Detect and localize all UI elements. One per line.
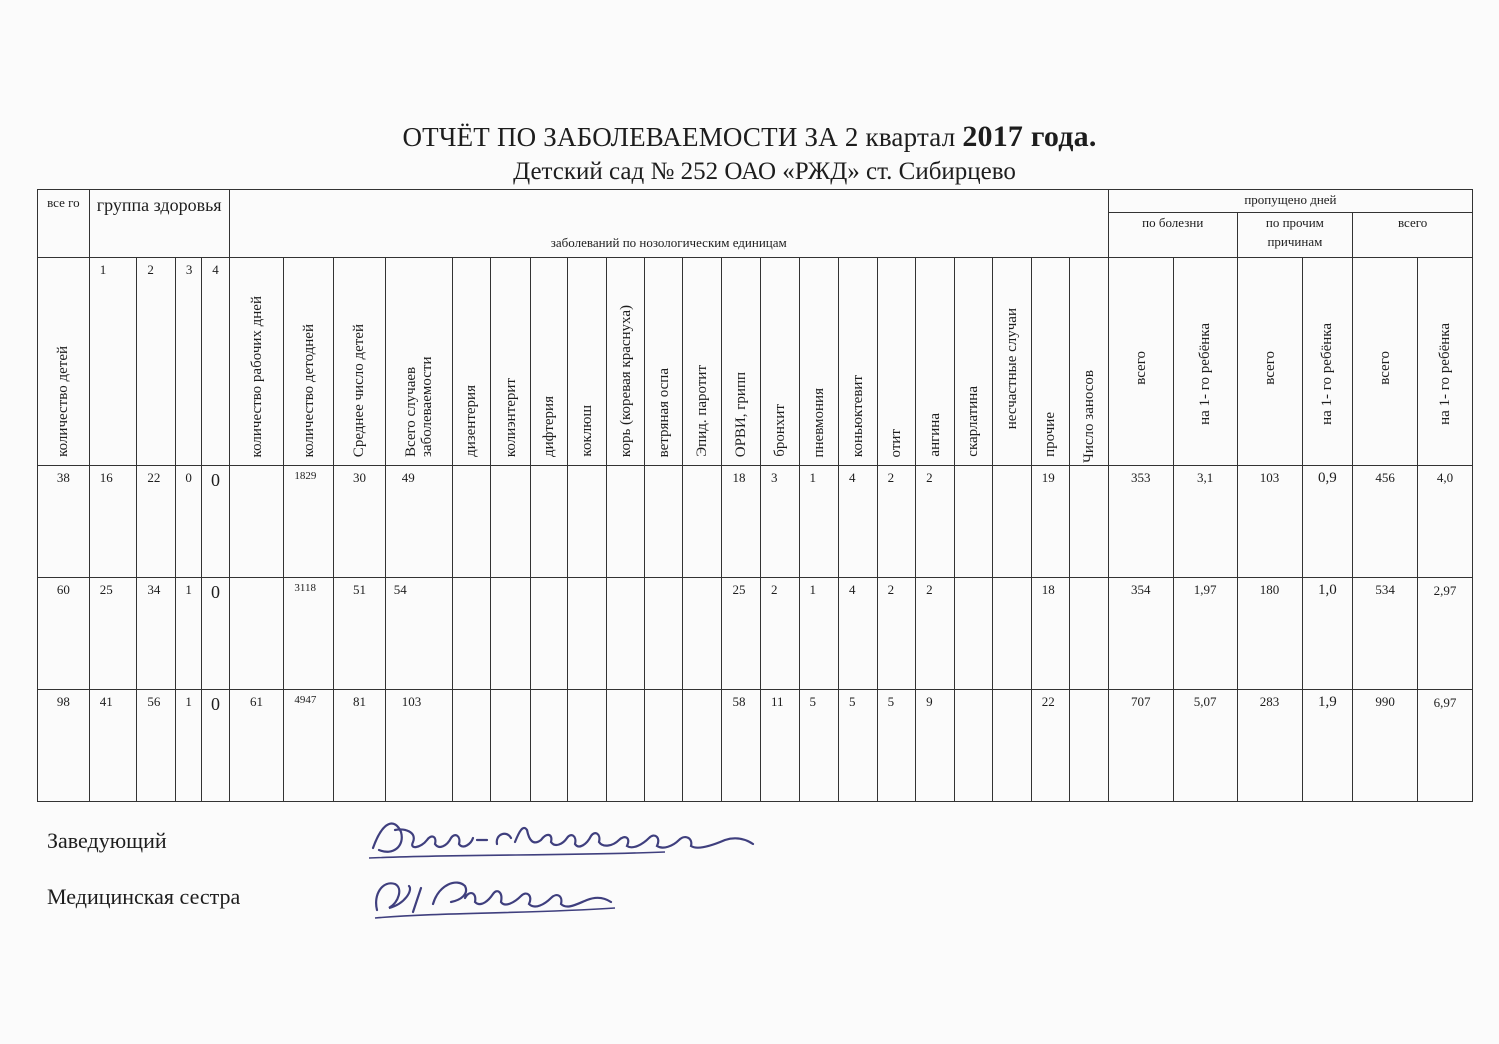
cell-srednee: 81 bbox=[334, 690, 386, 802]
title-main: ОТЧЁТ ПО ЗАБОЛЕВАЕМОСТИ ЗА 2 квартал bbox=[402, 122, 963, 152]
cell-bronhit: 11 bbox=[760, 690, 799, 802]
cell-all-vsego: 534 bbox=[1353, 578, 1418, 690]
col-pr-vsego bbox=[1237, 258, 1302, 466]
col-kor bbox=[606, 258, 645, 466]
title-year: 2017 года. bbox=[962, 120, 1097, 153]
cell-orvi: 25 bbox=[722, 578, 761, 690]
cell-empty bbox=[1070, 466, 1109, 578]
cell-g2: 34 bbox=[137, 578, 176, 690]
cell-empty bbox=[993, 690, 1032, 802]
header-vsego-2: всего bbox=[1353, 213, 1473, 258]
cell-empty bbox=[682, 690, 722, 802]
col-label: Эпид. паротит bbox=[694, 365, 711, 457]
cell-orvi: 18 bbox=[722, 466, 761, 578]
cell-empty bbox=[530, 466, 568, 578]
col-label: коклюш bbox=[579, 405, 596, 457]
cell-detodni: 3118 bbox=[284, 578, 334, 690]
head-label: Заведующий bbox=[47, 828, 167, 853]
cell-g3: 1 bbox=[175, 578, 201, 690]
cell-empty bbox=[452, 466, 491, 578]
cell-empty bbox=[491, 466, 531, 578]
col-kolienterit bbox=[491, 258, 531, 466]
col-pr-na1 bbox=[1302, 258, 1353, 466]
col-label: несчастные случаи bbox=[1003, 307, 1020, 429]
col-parotit bbox=[682, 258, 722, 466]
col-prochie bbox=[1031, 258, 1070, 466]
cell-g1: 16 bbox=[89, 466, 137, 578]
cell-prochie: 18 bbox=[1031, 578, 1070, 690]
cell-g3: 0 bbox=[175, 466, 201, 578]
table-row bbox=[38, 578, 1473, 690]
cell-vsego: 103 bbox=[385, 690, 452, 802]
cell-pnevm: 1 bbox=[799, 466, 839, 578]
cell-konyunkt: 5 bbox=[839, 690, 878, 802]
cell-srednee: 51 bbox=[334, 578, 386, 690]
cell-empty bbox=[491, 690, 531, 802]
cell-bol-na1: 5,07 bbox=[1173, 690, 1237, 802]
cell-empty bbox=[682, 466, 722, 578]
cell-empty bbox=[645, 578, 683, 690]
cell-all-na1: 2,97 bbox=[1418, 578, 1473, 690]
cell-angina: 9 bbox=[916, 690, 955, 802]
cell-pnevm: 5 bbox=[799, 690, 839, 802]
cell-detodni: 1829 bbox=[284, 466, 334, 578]
col-pnevmoniya bbox=[799, 258, 839, 466]
cell-bronhit: 2 bbox=[760, 578, 799, 690]
cell-angina: 2 bbox=[916, 466, 955, 578]
cell-detodni: 4947 bbox=[284, 690, 334, 802]
head-signature-icon bbox=[365, 810, 760, 865]
col-bol-vsego bbox=[1108, 258, 1173, 466]
cell-empty bbox=[954, 466, 993, 578]
col-kolichestvo-detey bbox=[38, 258, 90, 466]
cell-empty bbox=[568, 578, 607, 690]
header-zabolevaniy: заболеваний по нозологическим единицам bbox=[229, 190, 1108, 258]
cell-empty bbox=[606, 578, 645, 690]
cell-empty bbox=[993, 578, 1032, 690]
cell-vsego: 54 bbox=[385, 578, 452, 690]
cell-pnevm: 1 bbox=[799, 578, 839, 690]
cell-pr-na1: 1,0 bbox=[1302, 578, 1353, 690]
col-label: дифтерия bbox=[541, 395, 558, 457]
col-all-vsego bbox=[1353, 258, 1418, 466]
col-srednee bbox=[334, 258, 386, 466]
cell-vsego: 49 bbox=[385, 466, 452, 578]
cell-g2: 56 bbox=[137, 690, 176, 802]
cell-empty bbox=[452, 690, 491, 802]
cell-deti: 98 bbox=[38, 690, 90, 802]
cell-g1: 41 bbox=[89, 690, 137, 802]
cell-empty bbox=[606, 690, 645, 802]
cell-rab bbox=[229, 466, 284, 578]
cell-bol-na1: 1,97 bbox=[1173, 578, 1237, 690]
cell-g1: 25 bbox=[89, 578, 137, 690]
cell-orvi: 58 bbox=[722, 690, 761, 802]
col-label: Среднее число детей bbox=[351, 323, 368, 457]
group-num-2: 2 bbox=[137, 258, 176, 466]
table-row bbox=[38, 466, 1473, 578]
group-num-4: 4 bbox=[202, 258, 229, 466]
cell-srednee: 30 bbox=[334, 466, 386, 578]
col-orvi bbox=[722, 258, 761, 466]
col-label: количество детодней bbox=[300, 323, 317, 457]
col-label: ангина bbox=[926, 413, 943, 457]
col-label: Всего случаев заболеваемости bbox=[402, 356, 435, 457]
col-label: всего bbox=[1377, 351, 1394, 385]
col-label: корь (коревая краснуха) bbox=[617, 304, 634, 457]
cell-konyunkt: 4 bbox=[839, 466, 878, 578]
cell-empty bbox=[993, 466, 1032, 578]
cell-konyunkt: 4 bbox=[839, 578, 878, 690]
cell-prochie: 19 bbox=[1031, 466, 1070, 578]
cell-pr-na1: 0,9 bbox=[1302, 466, 1353, 578]
group-num-3: 3 bbox=[175, 258, 201, 466]
col-label: количество детей bbox=[55, 346, 72, 457]
cell-empty bbox=[645, 466, 683, 578]
cell-g4: 0 bbox=[202, 690, 229, 802]
col-label: всего bbox=[1261, 351, 1278, 385]
cell-bronhit: 3 bbox=[760, 466, 799, 578]
cell-empty bbox=[1070, 578, 1109, 690]
cell-all-vsego: 456 bbox=[1353, 466, 1418, 578]
cell-bol-vsego: 353 bbox=[1108, 466, 1173, 578]
col-rabochih-dney bbox=[229, 258, 284, 466]
cell-empty bbox=[645, 690, 683, 802]
col-zanosov bbox=[1070, 258, 1109, 466]
cell-bol-vsego: 354 bbox=[1108, 578, 1173, 690]
cell-empty bbox=[568, 690, 607, 802]
col-label: прочие bbox=[1042, 412, 1059, 457]
header-propusheno: пропущено дней bbox=[1108, 190, 1472, 213]
col-angina bbox=[916, 258, 955, 466]
cell-deti: 60 bbox=[38, 578, 90, 690]
col-neschastnye bbox=[993, 258, 1032, 466]
col-dizenteriya bbox=[452, 258, 491, 466]
cell-all-na1: 6,97 bbox=[1418, 690, 1473, 802]
col-label: пневмония bbox=[810, 387, 827, 457]
header-po-prochim: по прочим причинам bbox=[1237, 213, 1353, 258]
cell-empty bbox=[452, 578, 491, 690]
col-label: на 1- го ребёнка bbox=[1197, 323, 1214, 425]
cell-deti: 38 bbox=[38, 466, 90, 578]
col-label: количество рабочих дней bbox=[248, 295, 265, 457]
col-vetryanaya-ospa bbox=[645, 258, 683, 466]
cell-otit: 2 bbox=[877, 466, 916, 578]
cell-empty bbox=[568, 466, 607, 578]
cell-empty bbox=[530, 578, 568, 690]
cell-empty bbox=[491, 578, 531, 690]
report-subtitle: Детский сад № 252 ОАО «РЖД» ст. Сибирцево bbox=[513, 158, 1016, 185]
cell-rab bbox=[229, 578, 284, 690]
col-detodney bbox=[284, 258, 334, 466]
col-difteriya bbox=[530, 258, 568, 466]
morbidity-table bbox=[37, 189, 1473, 802]
col-skarlatina bbox=[954, 258, 993, 466]
col-all-na1 bbox=[1418, 258, 1473, 466]
col-otit bbox=[877, 258, 916, 466]
col-vsego-sluchaev bbox=[385, 258, 452, 466]
cell-g4: 0 bbox=[202, 466, 229, 578]
header-vsego: все го bbox=[38, 190, 90, 258]
cell-empty bbox=[682, 578, 722, 690]
cell-pr-vsego: 180 bbox=[1237, 578, 1302, 690]
col-bol-na1 bbox=[1173, 258, 1237, 466]
cell-pr-na1: 1,9 bbox=[1302, 690, 1353, 802]
cell-g3: 1 bbox=[175, 690, 201, 802]
cell-empty bbox=[530, 690, 568, 802]
col-label: отит bbox=[888, 428, 905, 457]
cell-bol-vsego: 707 bbox=[1108, 690, 1173, 802]
cell-bol-na1: 3,1 bbox=[1173, 466, 1237, 578]
cell-empty bbox=[954, 578, 993, 690]
cell-rab: 61 bbox=[229, 690, 284, 802]
report-title bbox=[0, 120, 1499, 154]
col-label: на 1- го ребёнка bbox=[1319, 323, 1336, 425]
col-label: колиэнтерит bbox=[502, 377, 519, 457]
cell-otit: 2 bbox=[877, 578, 916, 690]
cell-pr-vsego: 283 bbox=[1237, 690, 1302, 802]
col-label: ОРВИ, грипп bbox=[733, 371, 750, 457]
col-label: на 1- го ребёнка bbox=[1437, 323, 1454, 425]
cell-angina: 2 bbox=[916, 578, 955, 690]
group-num-1: 1 bbox=[89, 258, 137, 466]
table-row bbox=[38, 690, 1473, 802]
cell-all-vsego: 990 bbox=[1353, 690, 1418, 802]
col-label: дизентерия bbox=[463, 385, 480, 457]
header-po-bolezni: по болезни bbox=[1108, 213, 1237, 258]
nurse-signature-icon bbox=[365, 868, 625, 923]
cell-g4: 0 bbox=[202, 578, 229, 690]
col-bronhit bbox=[760, 258, 799, 466]
col-label: скарлатина bbox=[965, 386, 982, 457]
cell-empty bbox=[606, 466, 645, 578]
cell-otit: 5 bbox=[877, 690, 916, 802]
col-label: Число заносов bbox=[1081, 370, 1098, 463]
nurse-label: Медицинская сестра bbox=[47, 884, 241, 909]
cell-empty bbox=[1070, 690, 1109, 802]
col-koklyush bbox=[568, 258, 607, 466]
cell-prochie: 22 bbox=[1031, 690, 1070, 802]
col-label: ветряная оспа bbox=[655, 367, 672, 457]
cell-g2: 22 bbox=[137, 466, 176, 578]
col-konyunktivit bbox=[839, 258, 878, 466]
header-gruppa: группа здоровья bbox=[89, 190, 229, 258]
cell-pr-vsego: 103 bbox=[1237, 466, 1302, 578]
col-label: всего bbox=[1132, 351, 1149, 385]
col-label: коньюктевит bbox=[849, 374, 866, 457]
cell-all-na1: 4,0 bbox=[1418, 466, 1473, 578]
cell-empty bbox=[954, 690, 993, 802]
col-label: бронхит bbox=[771, 404, 788, 457]
